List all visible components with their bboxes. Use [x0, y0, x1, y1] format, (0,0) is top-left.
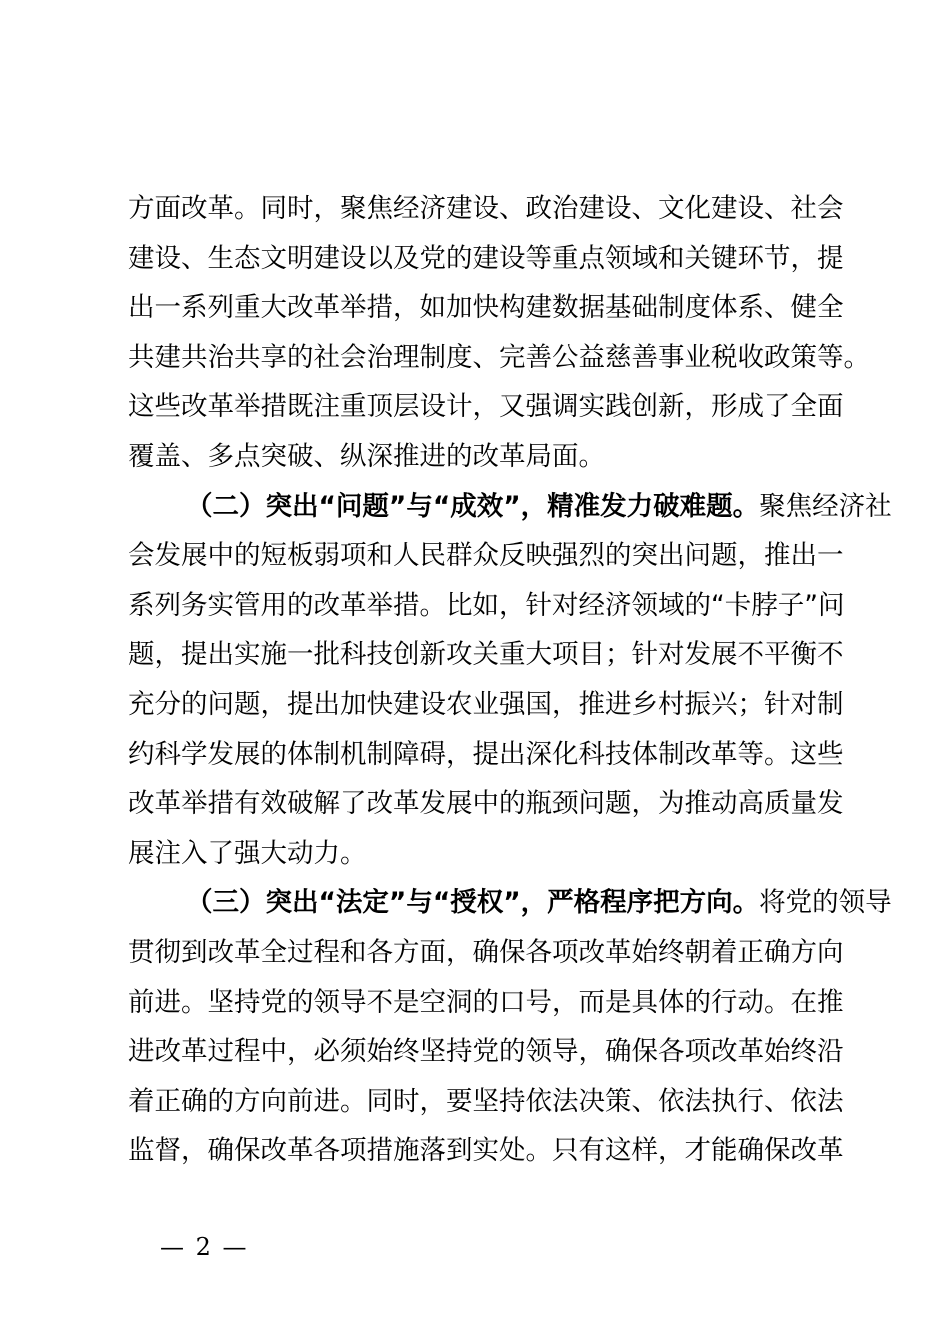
paragraph-2-line-8: 展注入了强大动力。	[128, 837, 367, 869]
section-heading-2: （二）突出“问题”与“成效”，精准发力破难题。	[186, 490, 760, 522]
paragraph-2-line-5: 充分的问题，提出加快建设农业强国，推进乡村振兴；针对制	[128, 688, 844, 720]
paragraph-2-line-6: 约科学发展的体制机制障碍，提出深化科技体制改革等。这些	[128, 738, 844, 770]
section-heading-3: （三）突出“法定”与“授权”，严格程序把方向。	[186, 887, 760, 919]
paragraph-1-line-3: 出一系列重大改革举措，如加快构建数据基础制度体系、健全	[128, 292, 844, 324]
paragraph-1-line-4: 共建共治共享的社会治理制度、完善公益慈善事业税收政策等。	[128, 341, 870, 373]
paragraph-1-line-2: 建设、生态文明建设以及党的建设等重点领域和关键环节，提	[128, 242, 844, 274]
paragraph-2-first-line-text: 聚焦经济社	[759, 490, 892, 522]
paragraph-3-line-3: 前进。坚持党的领导不是空洞的口号，而是具体的行动。在推	[128, 986, 844, 1018]
paragraph-1-line-5: 这些改革举措既注重顶层设计，又强调实践创新，形成了全面	[128, 391, 844, 423]
paragraph-2-line-3: 系列务实管用的改革举措。比如，针对经济领域的“卡脖子”问	[128, 589, 845, 621]
paragraph-1-line-6: 覆盖、多点突破、纵深推进的改革局面。	[128, 440, 605, 472]
paragraph-3-line-6: 监督，确保改革各项措施落到实处。只有这样，才能确保改革	[128, 1135, 844, 1167]
body-text	[128, 184, 892, 1176]
paragraph-3-line-4: 进改革过程中，必须始终坚持党的领导，确保各项改革始终沿	[128, 1036, 844, 1068]
paragraph-3-line-1	[128, 878, 892, 928]
paragraph-2-line-4: 题，提出实施一批科技创新攻关重大项目；针对发展不平衡不	[128, 639, 844, 671]
paragraph-2-line-1	[128, 482, 892, 532]
paragraph-3-line-5: 着正确的方向前进。同时，要坚持依法决策、依法执行、依法	[128, 1085, 844, 1117]
paragraph-2-line-2: 会发展中的短板弱项和人民群众反映强烈的突出问题，推出一	[128, 540, 844, 572]
paragraph-3-first-line-text: 将党的领导	[759, 887, 892, 919]
paragraph-2-line-7: 改革举措有效破解了改革发展中的瓶颈问题，为推动高质量发	[128, 788, 844, 820]
page-number: — 2 —	[160, 1233, 249, 1261]
paragraph-1-line-1: 方面改革。同时，聚焦经济建设、政治建设、文化建设、社会	[128, 193, 844, 224]
paragraph-3-line-2: 贯彻到改革全过程和各方面，确保各项改革始终朝着正确方向	[128, 936, 844, 968]
